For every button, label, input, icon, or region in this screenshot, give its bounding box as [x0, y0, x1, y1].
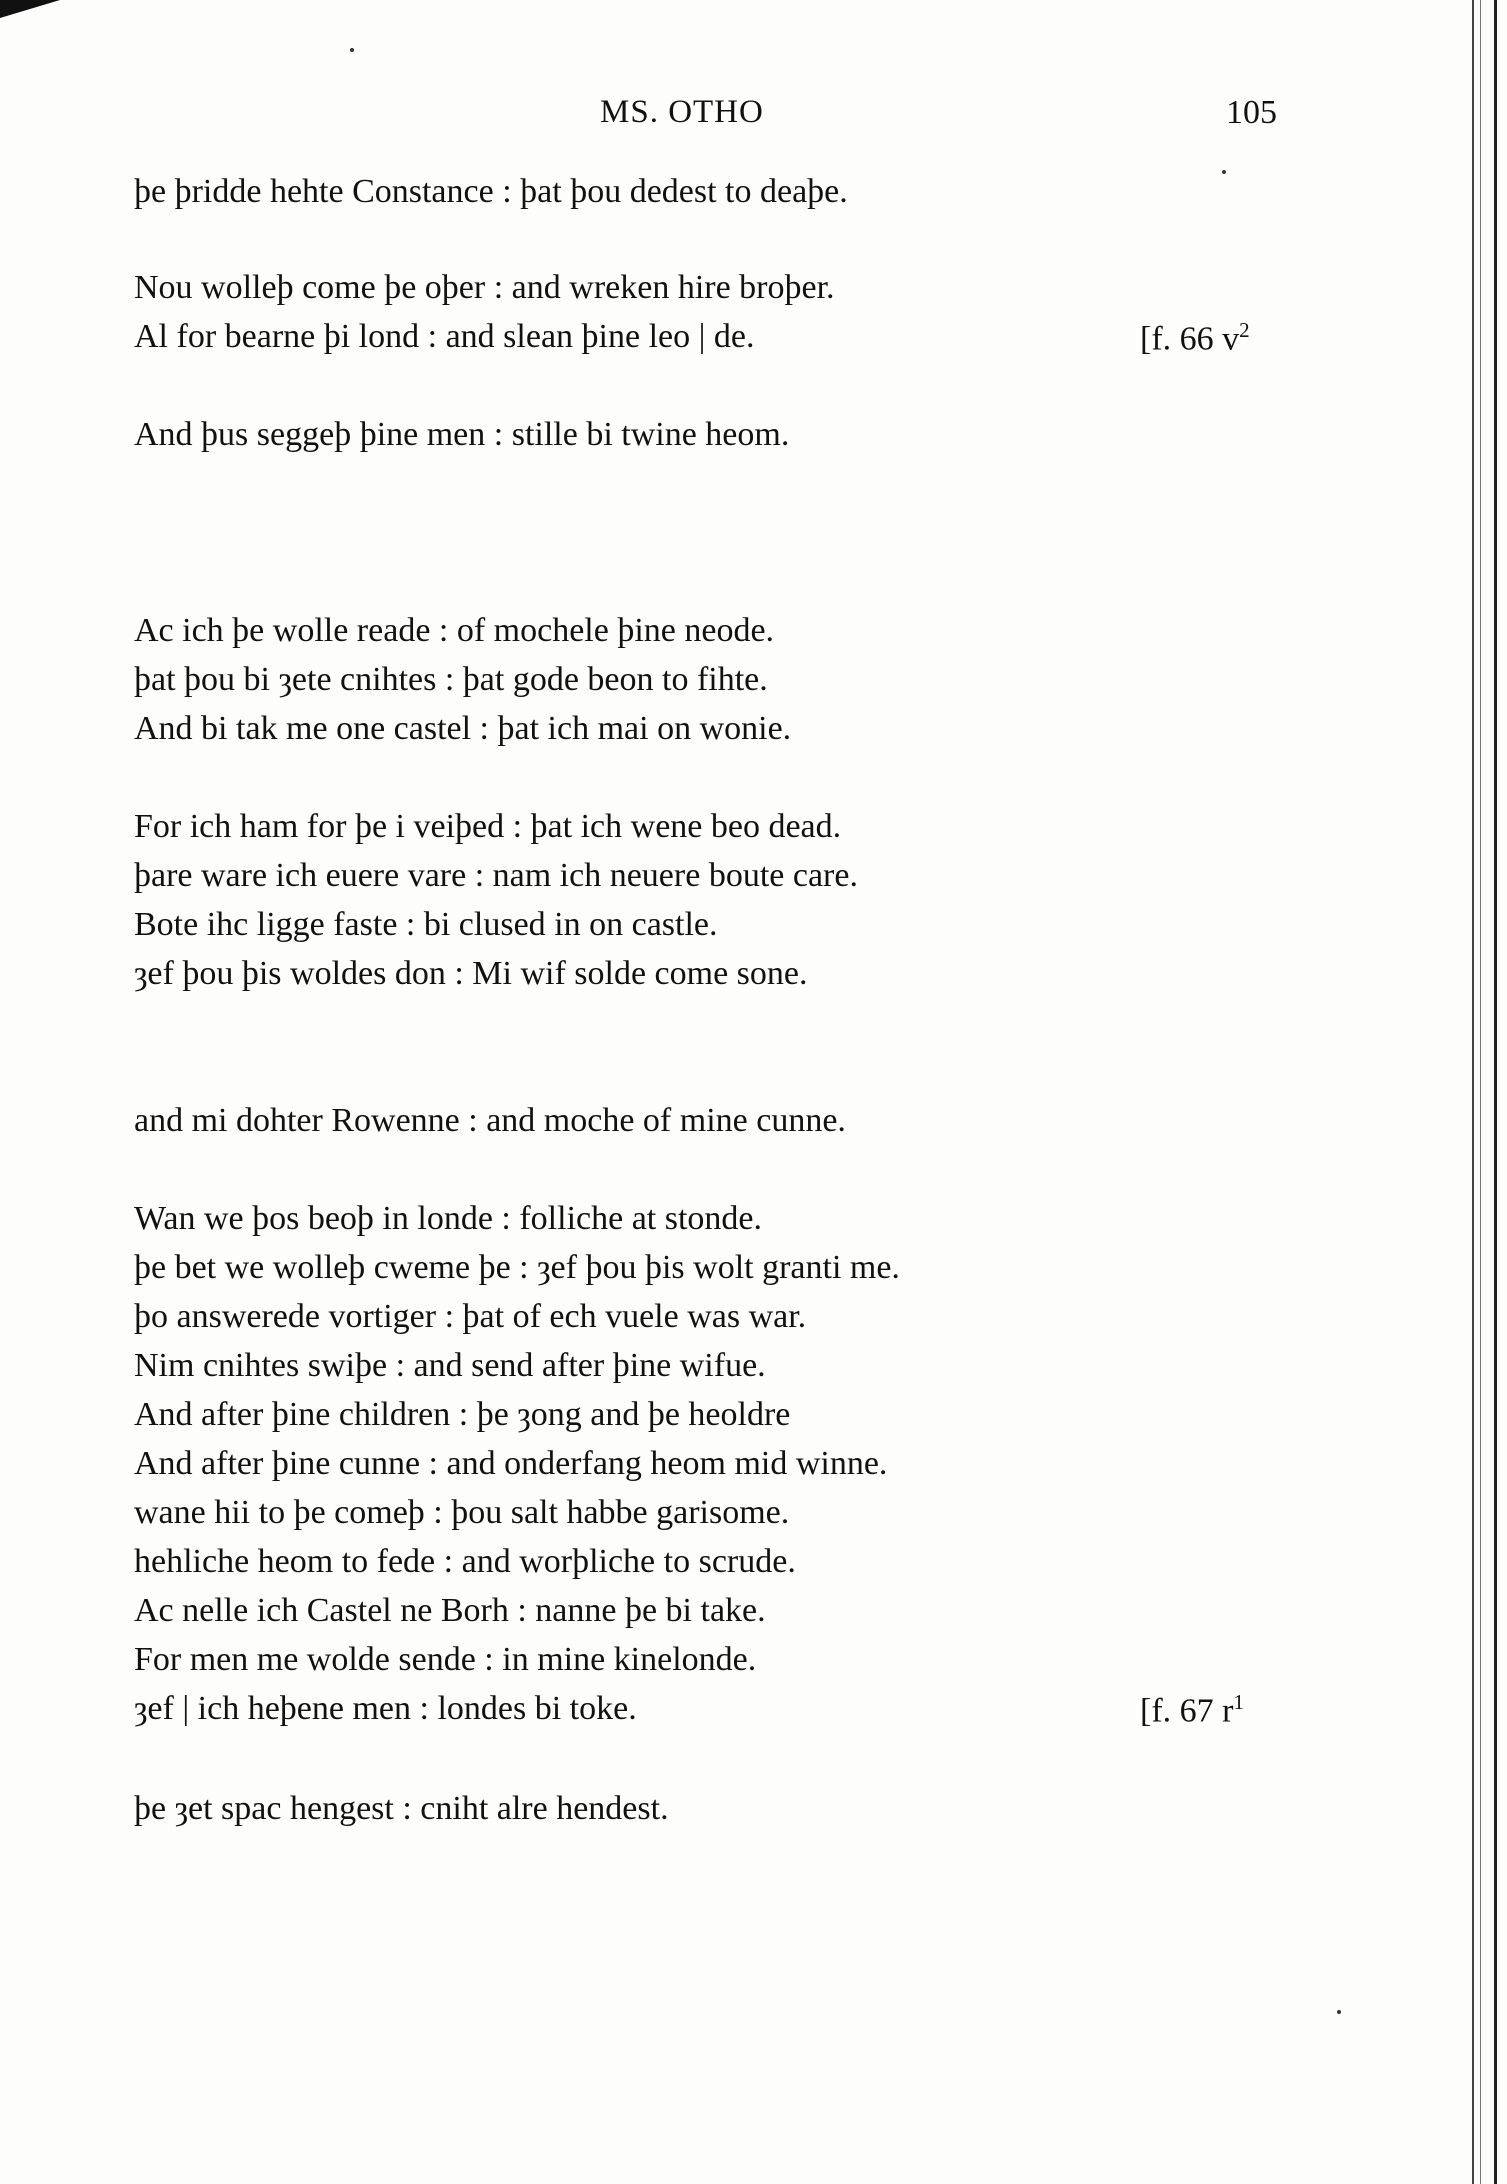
verse-line: Nim cnihtes swiþe : and send after þine wifue. — [134, 1347, 766, 1384]
verse-line: þe ȝet spac hengest : cniht alre hendest. — [134, 1790, 669, 1827]
paper-speck — [1222, 170, 1226, 174]
binding-edge-line-2 — [1480, 0, 1481, 2184]
verse-line: For men me wolde sende : in mine kinelonde. — [134, 1641, 757, 1678]
verse-line: And after þine children : þe ȝong and þe heoldre — [134, 1396, 791, 1433]
corner-ink-mark — [0, 0, 60, 18]
verse-line: þe þridde hehte Constance : þat þou dedest to deaþe. — [134, 173, 848, 210]
verse-line: hehliche heom to fede : and worþliche to scrude. — [134, 1543, 796, 1580]
verse-line: And after þine cunne : and onderfang heom mid winne. — [134, 1445, 888, 1482]
verse-line: þare ware ich euere vare : nam ich neuere boute care. — [134, 857, 858, 894]
binding-edge-line — [1472, 0, 1474, 2184]
verse-line: ȝef | ich heþene men : londes bi toke. — [134, 1690, 637, 1727]
verse-line: And bi tak me one castel : þat ich mai on wonie. — [134, 710, 792, 747]
paper-speck — [350, 48, 354, 52]
folio-reference: [f. 67 $r^1$ — [1140, 1690, 1244, 1730]
verse-line: ȝef þou þis woldes don : Mi wif solde come sone. — [134, 955, 808, 992]
verse-line: þo answerede vortiger : þat of ech vuele was war. — [134, 1298, 807, 1335]
verse-line: Ac nelle ich Castel ne Borh : nanne þe bi take. — [134, 1592, 766, 1629]
paper-speck — [1337, 2010, 1341, 2014]
verse-line: wane hii to þe comeþ : þou salt habbe garisome. — [134, 1494, 790, 1531]
verse-line: þat þou bi ȝete cnihtes : þat gode beon to fihte. — [134, 661, 768, 698]
verse-line: Wan we þos beoþ in londe : folliche at stonde. — [134, 1200, 763, 1237]
verse-line: And þus seggeþ þine men : stille bi twine heom. — [134, 416, 790, 453]
verse-line: and mi dohter Rowenne : and moche of mine cunne. — [134, 1102, 846, 1139]
verse-line: Bote ihc ligge faste : bi clused in on castle. — [134, 906, 718, 943]
folio-reference: [f. 66 $v^2$ — [1140, 318, 1250, 358]
verse-line: Nou wolleþ come þe oþer : and wreken hire broþer. — [134, 269, 835, 306]
verse-line: Ac ich þe wolle reade : of mochele þine neode. — [134, 612, 775, 649]
verse-line: For ich ham for þe i veiþed : þat ich wene beo dead. — [134, 808, 842, 845]
binding-edge-line-3 — [1494, 0, 1497, 2184]
verse-line: þe bet we wolleþ cweme þe : ȝef þou þis wolt granti me. — [134, 1249, 900, 1286]
verse-line: Al for bearne þi lond : and slean þine leo | de. — [134, 318, 755, 355]
page-number: 105 — [1226, 94, 1277, 131]
running-header: MS. OTHO — [600, 94, 764, 130]
